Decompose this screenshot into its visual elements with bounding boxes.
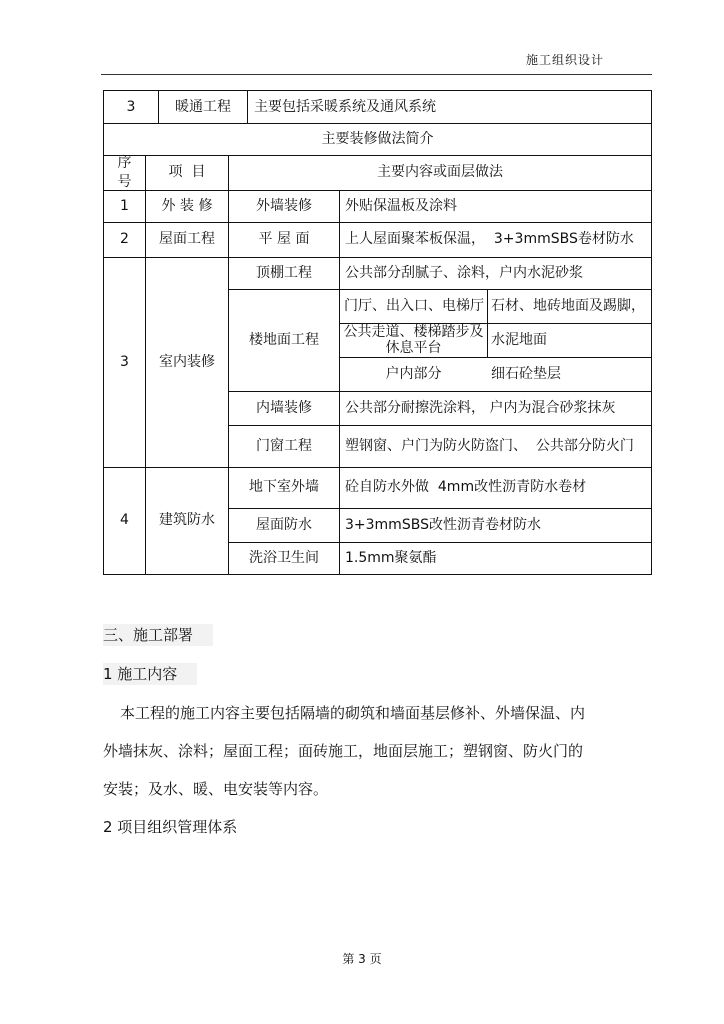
row1-item: 外 装 修 xyxy=(161,197,213,214)
section3-heading xyxy=(103,624,213,645)
row3-ceiling-content-text: 公共部分刮腻子、涂料，户内水泥砂浆 xyxy=(345,264,583,281)
row3-floor-b-content-text: 水泥地面 xyxy=(491,331,547,348)
row4-no: 4 xyxy=(120,512,129,528)
row4-a-content-text: 砼自防水外做 4mm改性沥青防水卷材 xyxy=(345,479,587,495)
row4-c-sub: 洗浴卫生间 xyxy=(249,549,319,566)
header-title: 施工组织设计 xyxy=(525,53,604,67)
row3-door-content xyxy=(345,425,648,467)
section3-2-heading xyxy=(103,816,237,837)
row2-item: 屋面工程 xyxy=(159,231,215,247)
col-header-no-text: 序号 xyxy=(117,154,132,190)
header-rule xyxy=(101,74,652,75)
decoration-table xyxy=(103,90,652,575)
col-header-item: 项 目 xyxy=(168,164,206,180)
row4-item: 建筑防水 xyxy=(159,512,215,528)
top-row-no: 3 xyxy=(126,98,136,115)
col-line xyxy=(247,91,248,123)
col-header-content: 主要内容或面层做法 xyxy=(377,164,503,180)
row4-b-sub: 屋面防水 xyxy=(256,516,312,533)
row3-floor-b-place-text: 公共走道、楼梯踏步及休息平台 xyxy=(343,324,484,356)
row3-wall-content xyxy=(345,391,648,425)
row3-wall-content-text: 公共部分耐擦洗涂料， 户内为混合砂浆抹灰 xyxy=(345,400,616,416)
row1-sub: 外墙装修 xyxy=(256,197,312,214)
row3-wall-sub: 内墙装修 xyxy=(256,399,312,416)
row3-floor-c-content-text: 细石砼垫层 xyxy=(491,365,561,382)
col-line xyxy=(487,289,488,357)
row3-ceiling-sub: 顶棚工程 xyxy=(256,264,312,281)
paragraph-line3: 安装；及水、暖、电安装等内容。 xyxy=(103,780,329,798)
row3-no: 3 xyxy=(120,353,129,370)
row4-c-content-text: 1.5mm聚氨酯 xyxy=(345,549,437,566)
row3-door-content-text: 塑钢窗、户门为防火防盗门、 公共部分防火门 xyxy=(345,437,634,454)
row4-c-content xyxy=(345,542,648,574)
section3-2-title: 2 项目组织管理体系 xyxy=(103,818,238,836)
top-row-desc-text: 主要包括采暖系统及通风系统 xyxy=(254,98,436,115)
row3-floor-a-content xyxy=(491,289,647,323)
section3-1-heading xyxy=(103,663,197,684)
row4-b-content-text: 3+3mmSBS改性沥青卷材防水 xyxy=(345,516,541,533)
row3-ceiling-content xyxy=(345,257,648,289)
section3-1-title: 1 施工内容 xyxy=(103,663,197,685)
row2-content xyxy=(345,222,648,257)
row2-no: 2 xyxy=(120,231,129,247)
col-header-no xyxy=(104,155,145,190)
section3-title: 三、施工部署 xyxy=(103,624,213,646)
row3-floor-c-place: 户内部分 xyxy=(385,365,442,382)
row3-floor-b-place xyxy=(342,323,485,357)
row1-content-text: 外贴保温板及涂料 xyxy=(345,197,457,214)
row3-floor-a-content-text: 石材、地砖地面及踢脚， xyxy=(491,298,645,314)
row3-floor-sub: 楼地面工程 xyxy=(249,331,319,348)
table-title: 主要装修做法简介 xyxy=(321,130,434,147)
row1-content xyxy=(345,190,645,222)
row3-floor-a-place-text: 门厅、出入口、电梯厅 xyxy=(344,298,484,314)
row3-floor-b-content xyxy=(491,323,647,357)
row4-a-content xyxy=(345,467,648,508)
page-number: 第 3 页 xyxy=(342,952,382,966)
row3-door-sub: 门窗工程 xyxy=(256,437,312,454)
row3-item: 室内装修 xyxy=(159,353,215,370)
row3-floor-a-place xyxy=(344,289,484,323)
row2-content-text: 上人屋面聚苯板保温， 3+3mmSBS卷材防水 xyxy=(345,231,634,247)
paragraph-line1: 本工程的施工内容主要包括隔墙的砌筑和墙面基层修补、外墙保温、内 xyxy=(120,704,586,722)
row3-floor-c-content xyxy=(491,357,647,391)
paragraph-line2: 外墙抹灰、涂料；屋面工程；面砖施工，地面层施工；塑钢窗、防火门的 xyxy=(103,742,584,760)
top-row-item: 暖通工程 xyxy=(175,98,231,115)
row4-a-sub: 地下室外墙 xyxy=(249,479,319,495)
row4-b-content xyxy=(345,508,648,542)
top-row-desc xyxy=(254,91,644,123)
row1-no: 1 xyxy=(120,197,129,214)
row2-sub: 平 屋 面 xyxy=(258,231,310,247)
